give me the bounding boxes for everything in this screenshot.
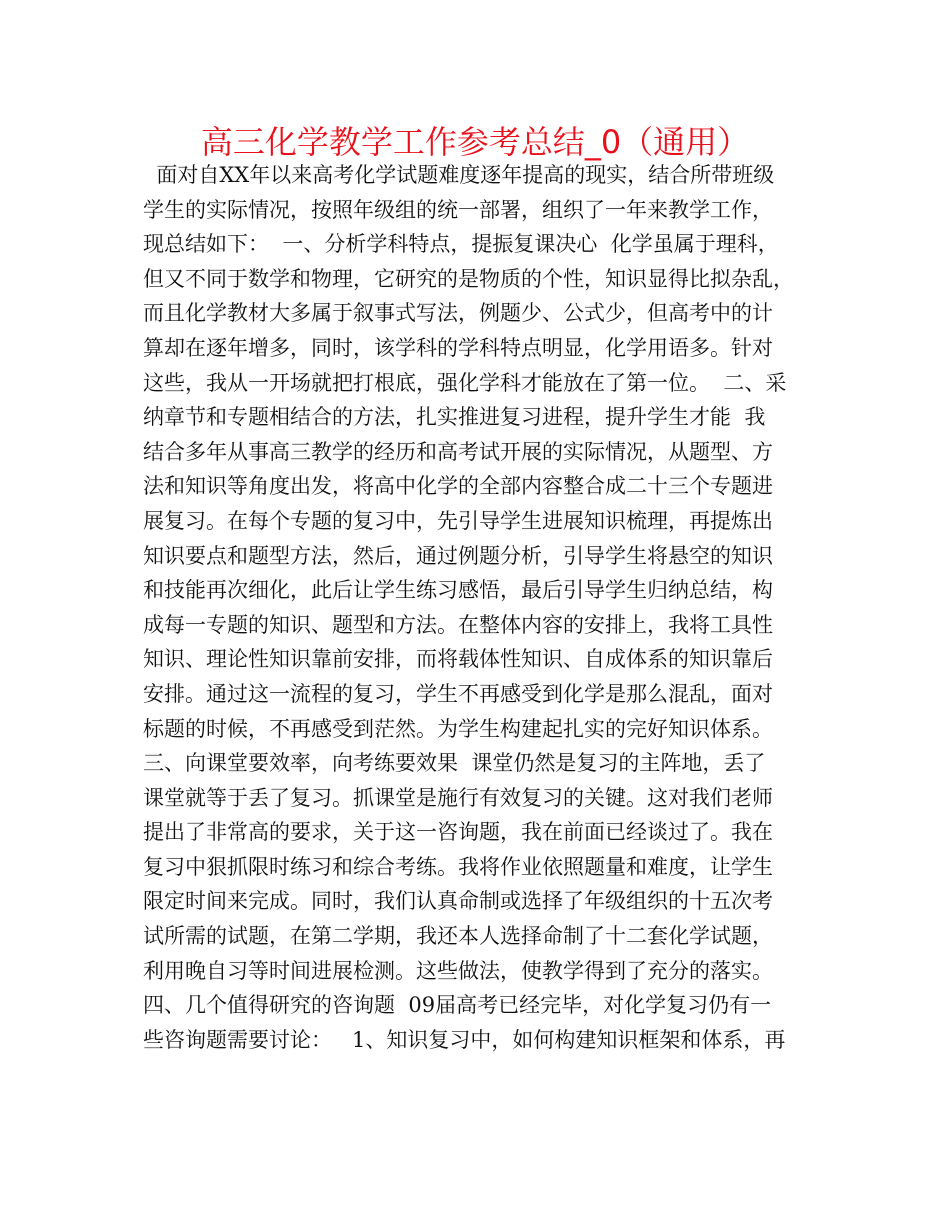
body-line: 复习中狠抓限时练习和综合考练。我将作业依照题量和难度，让学生	[143, 854, 773, 879]
document-title: 高三化学教学工作参考总结_0（通用）	[200, 123, 750, 161]
body-line: 结合多年从事高三教学的经历和高考试开展的实际情况，从题型、方	[143, 439, 773, 464]
body-line: 些咨询题需要讨论： 1、知识复习中，如何构建知识框架和体系，再	[143, 1027, 786, 1052]
body-line: 限定时间来完成。同时，我们认真命制或选择了年级组织的十五次考	[143, 889, 773, 914]
body-line: 算却在逐年增多，同时，该学科的学科特点明显，化学用语多。针对	[143, 335, 773, 360]
body-line: 四、几个值得研究的咨询题 09届高考已经完毕，对化学复习仍有一	[143, 993, 772, 1018]
body-line: 展复习。在每个专题的复习中，先引导学生进展知识梳理，再提炼出	[143, 508, 773, 533]
body-line: 试所需的试题，在第二学期，我还本人选择命制了十二套化学试题，	[143, 924, 773, 949]
document-body	[143, 158, 815, 1057]
body-line: 和技能再次细化，此后让学生练习感悟，最后引导学生归纳总结，构	[143, 578, 773, 603]
body-line: 知识、理论性知识靠前安排，而将载体性知识、自成体系的知识靠后	[143, 647, 773, 672]
body-line: 三、向课堂要效率，向考练要效果 课堂仍然是复习的主阵地，丢了	[143, 751, 766, 776]
body-line: 现总结如下： 一、分析学科特点，提振复课决心 化学虽属于理科，	[143, 232, 779, 257]
body-line: 提出了非常高的要求，关于这一咨询题，我在前面已经谈过了。我在	[143, 820, 773, 845]
body-line: 法和知识等角度出发，将高中化学的全部内容整合成二十三个专题进	[143, 474, 773, 499]
body-line: 利用晚自习等时间进展检测。这些做法，使教学得到了充分的落实。	[143, 958, 773, 983]
body-line: 纳章节和专题相结合的方法，扎实推进复习进程，提升学生才能 我	[143, 405, 766, 430]
body-line: 课堂就等于丢了复习。抓课堂是施行有效复习的关键。这对我们老师	[143, 785, 773, 810]
body-line: 成每一专题的知识、题型和方法。在整体内容的安排上，我将工具性	[143, 612, 773, 637]
body-line: 面对自XX年以来高考化学试题难度逐年提高的现实，结合所带班级	[143, 163, 775, 187]
body-line: 学生的实际情况，按照年级组的统一部署，组织了一年来教学工作，	[143, 197, 773, 222]
body-line: 标题的时候，不再感受到茫然。为学生构建起扎实的完好知识体系。	[143, 716, 773, 741]
body-line: 知识要点和题型方法，然后，通过例题分析，引导学生将悬空的知识	[143, 543, 773, 568]
body-line: 但又不同于数学和物理，它研究的是物质的个性，知识显得比拟杂乱，	[143, 266, 794, 291]
body-line: 这些，我从一开场就把打根底，强化学科才能放在了第一位。 二、采	[143, 370, 787, 395]
body-line: 安排。通过这一流程的复习，学生不再感受到化学是那么混乱，面对	[143, 681, 773, 706]
body-line: 而且化学教材大多属于叙事式写法，例题少、公式少，但高考中的计	[143, 301, 773, 326]
